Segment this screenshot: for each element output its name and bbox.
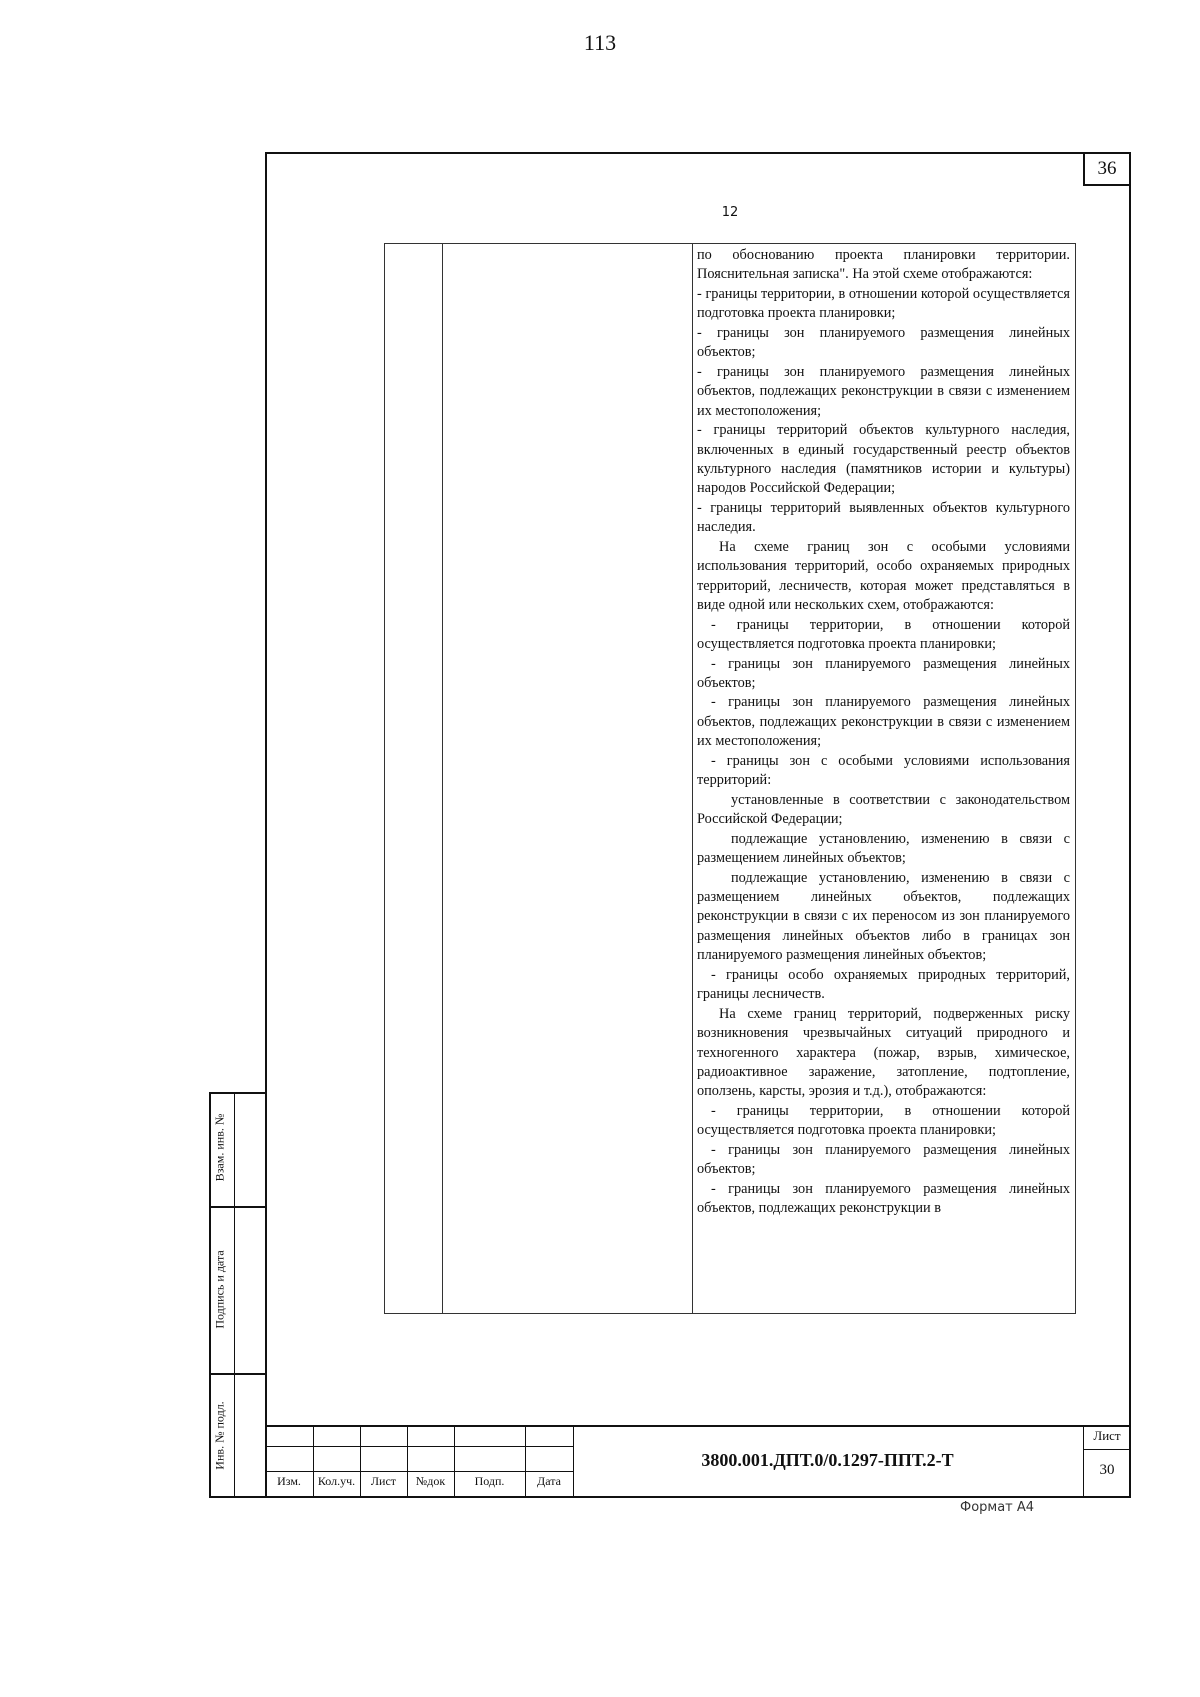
col-list: Лист	[370, 1474, 397, 1488]
body-paragraph: - границы территорий выявленных объектов культурного наследия.	[697, 499, 1070, 536]
body-paragraph: подлежащие установлению, изменению в связи с размещением линейных объектов, подлежащих реконструкции в связи с их переносом из зон планируемого размещения линейных объектов либо в границах зон планируемого размещения линейных объектов;	[697, 869, 1070, 964]
body-paragraph: по обоснованию проекта планировки территории. Пояснительная записка". На этой схеме отображаются:	[697, 247, 1070, 283]
table-column-divider	[442, 243, 443, 1314]
table-column-divider	[692, 243, 693, 1314]
body-paragraph: - границы территории, в отношении которой осуществляется подготовка проекта планировки;	[697, 616, 1070, 653]
inner-page-number: 12	[721, 205, 739, 220]
document-code: 3800.001.ДПТ.0/0.1297-ППТ.2-Т	[701, 1450, 954, 1470]
side-label-inv-original: Инв. № подл.	[212, 1401, 227, 1470]
page-number: 113	[583, 30, 617, 55]
text-column	[697, 246, 1070, 1219]
body-paragraph: - границы зон планируемого размещения линейных объектов, подлежащих реконструкции в связи с изменением их местоположения;	[697, 694, 1070, 750]
body-paragraph: установленные в соответствии с законодательством Российской Федерации;	[697, 791, 1070, 828]
body-paragraph: подлежащие установлению, изменению в связи с размещением линейных объектов;	[697, 830, 1070, 867]
body-paragraph: - границы зон планируемого размещения линейных объектов, подлежащих реконструкции в связи с изменением их местоположения;	[697, 363, 1070, 419]
col-podp: Подп.	[474, 1474, 505, 1488]
side-stamp-divider	[234, 1092, 235, 1498]
corner-sheet-number: 36	[1083, 152, 1131, 186]
body-paragraph: На схеме границ зон с особыми условиями использования территорий, особо охраняемых природных территорий, лесничеств, которая может представляться в виде одной или нескольких схем, отображаются:	[697, 538, 1070, 614]
col-data: Дата	[537, 1474, 561, 1488]
title-block-row-line	[265, 1471, 573, 1472]
body-paragraph: - границы территорий объектов культурного наследия, включенных в единый государственный реестр объектов культурного наследия (памятников истории и культуры) народов Российской Федерации;	[697, 422, 1070, 497]
body-paragraph: - границы зон планируемого размещения линейных объектов;	[697, 324, 1070, 361]
title-block-row-line	[265, 1446, 573, 1447]
col-kolvo: Кол.уч.	[317, 1474, 356, 1488]
title-block-row-line	[1083, 1449, 1131, 1450]
sheet-number: 30	[1099, 1462, 1115, 1478]
body-paragraph: - границы особо охраняемых природных территорий, границы лесничеств.	[697, 966, 1070, 1003]
col-izm: Изм.	[277, 1474, 301, 1488]
body-paragraph: - границы зон с особыми условиями использования территорий:	[697, 752, 1070, 789]
body-paragraph: - границы территории, в отношении которой осуществляется подготовка проекта планировки;	[697, 1102, 1070, 1139]
body-paragraph: На схеме границ территорий, подверженных риску возникновения чрезвычайных ситуаций природного и техногенного характера (пожар, взрыв, химическое, радиоактивное заражение, затопление, подтопление, оползень, карсты, эрозия и т.д.), отображаются:	[697, 1005, 1070, 1100]
side-label-signature-date: Подпись и дата	[212, 1250, 227, 1329]
format-label: Формат А4	[960, 1500, 1035, 1515]
col-ndok: №док	[415, 1474, 446, 1488]
side-label-replace-inv: Взам. инв. №	[212, 1113, 227, 1182]
body-paragraph: - границы зон планируемого размещения линейных объектов, подлежащих реконструкции в	[697, 1180, 1070, 1217]
body-paragraph: - границы зон планируемого размещения линейных объектов;	[697, 1141, 1070, 1178]
body-paragraph: - границы зон планируемого размещения линейных объектов;	[697, 655, 1070, 691]
sheet-label: Лист	[1093, 1428, 1121, 1443]
body-paragraph: - границы территории, в отношении которой осуществляется подготовка проекта планировки;	[697, 285, 1070, 322]
